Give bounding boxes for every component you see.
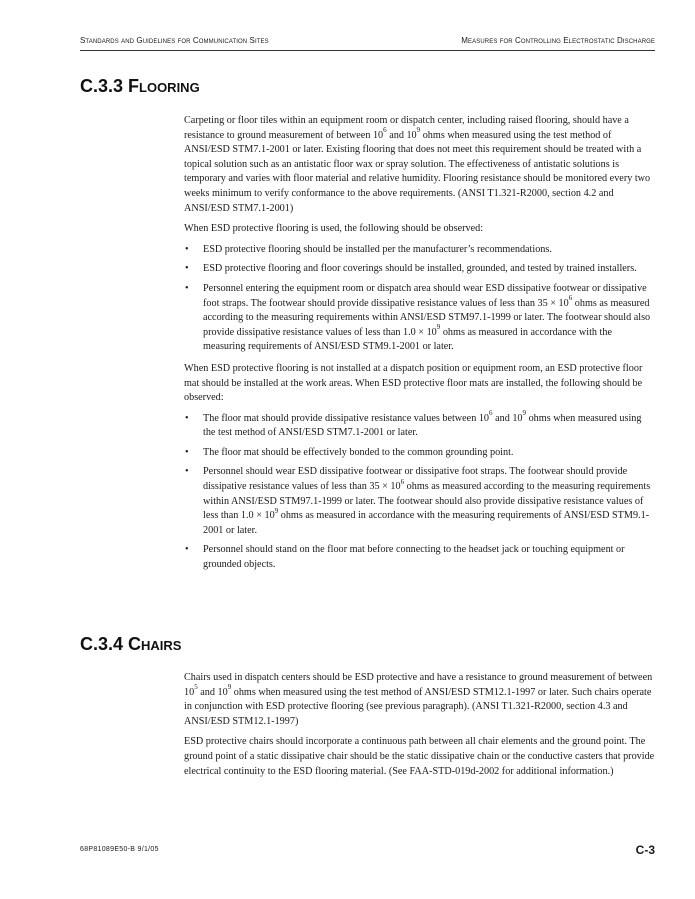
list-item: • ESD protective flooring should be installed per the manufacturer’s recommendations. [184, 243, 656, 258]
section-title-chairs: C.3.4 Chairs [80, 634, 182, 654]
flooring-section-body [184, 114, 656, 580]
bullet-icon: • [185, 263, 189, 275]
list-item: • ESD protective flooring and floor coverings should be installed, grounded, and tested by trained installers. [184, 262, 656, 277]
list-item: • The floor mat should provide dissipative resistance values between $10^6$ and $10^9$ ohms when measured using the test method of ANSI/ESD STM7.1-2001 or later. [185, 409, 642, 439]
bullet-icon: • [185, 544, 189, 556]
chairs-paragraph-1: Chairs used in dispatch centers should be ESD protective and have a resistance to ground measurement of between $10^5$ and $10^9$ ohms when measured using the test method of ANSI/ESD STM12.1-1997 or later. Such chairs operate in conjunction with ESD protective flooring (see previous paragraph). (ANSI T1.321-R2000, section 4.3 and ANSI/ESD STM12.1-1997) [184, 672, 653, 727]
list-item: • The floor mat should be effectively bonded to the common grounding point. [184, 446, 656, 461]
header-chapter-title: Measures for Controlling Electrostatic Discharge [461, 36, 655, 45]
page-header [80, 36, 655, 51]
flooring-lead-paragraph: When ESD protective flooring is used, the following should be observed: [184, 223, 484, 235]
bullet-icon: • [185, 466, 189, 478]
section-title-flooring: C.3.3 Flooring [80, 76, 200, 96]
bullet-icon: • [185, 412, 189, 424]
bullet-icon: • [185, 243, 189, 255]
footer-document-id: 68P81089E50-B 9/1/05 [80, 846, 159, 853]
page-number: C-3 [635, 843, 655, 857]
flooring-list [184, 243, 656, 355]
bullet-icon: • [185, 282, 189, 294]
chairs-section-body [184, 671, 656, 785]
floor-mat-lead-paragraph: When ESD protective flooring is not installed at a dispatch position or equipment room, an ESD protective floor mat should be installed at the work areas. When ESD protective floor mats are installed, the following should be observed: [184, 362, 643, 404]
flooring-intro-paragraph: Carpeting or floor tiles within an equipment room or dispatch center, including raised flooring, should have a resistance to ground measurement of between $10^6$ and $10^9$ ohms when measured using the test method of ANSI/ESD STM7.1-2001 or later. Existing flooring that does not meet this requirement should be treated with a topical solution such as an antistatic floor wax or spray solution. The effectiveness of antistatic solutions is temporary and varies with floor material and relative humidity. Flooring resistance should be monitored every two weeks minimum to verify conformance to the above requirements. (ANSI T1.321-R2000, section 4.2 and ANSI/ESD STM7.1-2001) [184, 115, 651, 214]
header-document-title: Standards and Guidelines for Communication Sites [80, 36, 269, 45]
chairs-paragraph-2: ESD protective chairs should incorporate a continuous path between all chair elements and the ground point. The ground point of a static dissipative chair should be the static dissipative chain or the conductive casters that provide electrical continuity to the ESD flooring material. (See FAA-STD-019d-2002 for additional information.) [184, 736, 655, 777]
bullet-icon: • [185, 446, 189, 458]
list-item: • Personnel should wear ESD dissipative footwear or dissipative foot straps. The footwear should provide dissipative resistance values of less than $35 \times 10^6$ ohms as measured according to the measuring requirements within ANSI/ESD STM97.1-1999 or later. The footwear should also provide dissipative resistance values of less than $1.0 \times 10^9$ ohms as measured in accordance with the measuring requirements of ANSI/ESD STM9.1-2001 or later. [185, 466, 651, 536]
list-item: • Personnel entering the equipment room or dispatch area should wear ESD dissipative footwear or dissipative foot straps. The footwear should provide dissipative resistance values of less than $35 \times 10^6$ ohms as measured according to the measuring requirements within ANSI/ESD STM97.1-1999 or later. The footwear should also provide dissipative resistance values of less than $1.0 \times 10^9$ ohms as measured in accordance with the measuring requirements of ANSI/ESD STM9.1-2001 or later. [185, 282, 651, 353]
floor-mat-list [184, 409, 656, 573]
list-item: • Personnel should stand on the floor mat before connecting to the headset jack or touching equipment or grounded objects. [185, 544, 625, 571]
